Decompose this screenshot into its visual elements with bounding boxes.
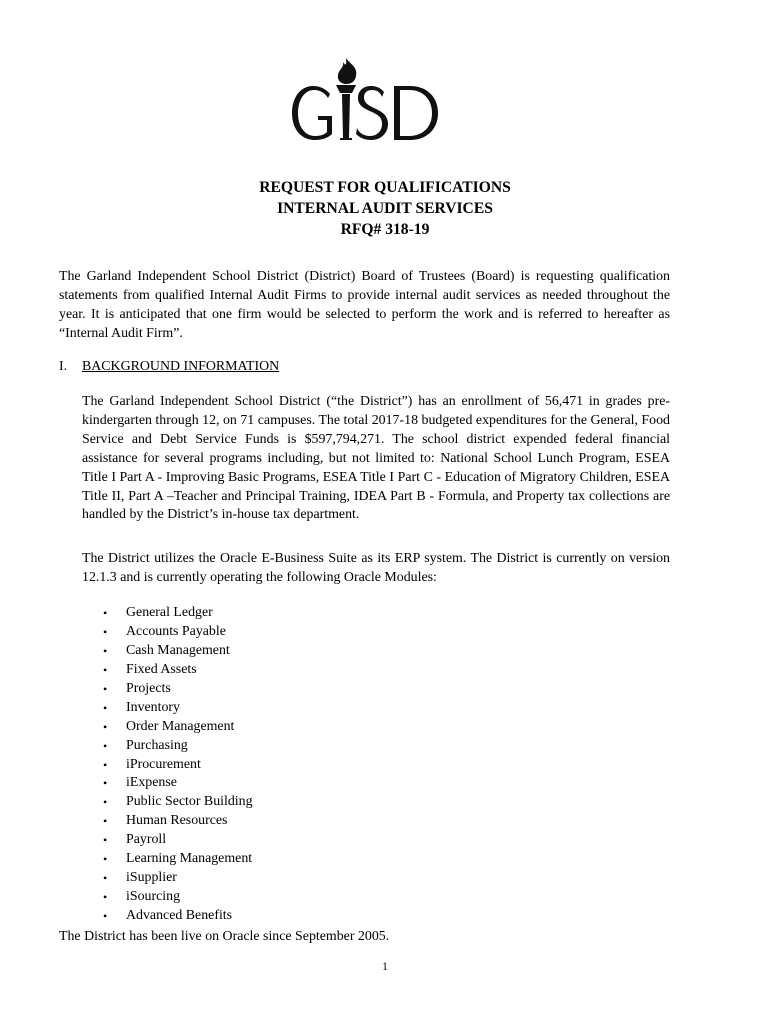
- module-label: Accounts Payable: [126, 623, 226, 639]
- module-label: Fixed Assets: [126, 661, 197, 677]
- bullet-icon: •: [103, 643, 108, 658]
- module-label: Public Sector Building: [126, 794, 253, 810]
- gisd-logo: [288, 58, 440, 148]
- bullet-icon: •: [103, 909, 108, 923]
- bullet-icon: •: [103, 871, 108, 886]
- module-label: Purchasing: [126, 737, 188, 753]
- module-label: Learning Management: [126, 851, 253, 867]
- bullet-icon: •: [103, 757, 108, 772]
- background-paragraph-1: The Garland Independent School District (“the District”) has an enrollment of 56,471 in grades pre-kindergarten through 12, on 71 campuses. The total 2017-18 budgeted expenditures for the General, Food Service and Debt Service Funds is $597,794,271. The school district expended federal financial assistance for several programs including, but not limited to: National School Lunch Program, ESEA Title I Part A - Improving Basic Programs, ESEA Title I Part C - Education of Migratory Children, ESEA Title II, Part A –Teacher and Principal Training, IDEA Part B - Formula, and Property tax collections are handled by the District’s in-house tax department.: [82, 394, 670, 523]
- module-label: Inventory: [126, 699, 181, 715]
- bullet-icon: •: [103, 795, 108, 810]
- bullet-icon: •: [103, 662, 108, 677]
- background-paragraph-2: The District utilizes the Oracle E-Business Suite as its ERP system. The District is currently on version 12.1.3 and is currently operating the following Oracle Modules:: [82, 551, 670, 585]
- bullet-icon: •: [103, 833, 108, 848]
- module-label: iSourcing: [126, 889, 181, 905]
- bullet-icon: •: [103, 738, 108, 753]
- document-title: [0, 177, 770, 240]
- module-label: Payroll: [126, 832, 167, 848]
- module-label: Order Management: [126, 718, 235, 734]
- torch-icon: [288, 58, 440, 148]
- module-label: Human Resources: [126, 813, 228, 829]
- module-label: General Ledger: [126, 605, 213, 620]
- module-label: iSupplier: [126, 870, 177, 886]
- closing-sentence: The District has been live on Oracle since September 2005.: [59, 929, 390, 944]
- title-line-2: INTERNAL AUDIT SERVICES: [277, 200, 493, 217]
- module-label: Cash Management: [126, 642, 230, 658]
- module-label: Projects: [126, 680, 171, 696]
- bullet-icon: •: [103, 890, 108, 905]
- intro-paragraph: The Garland Independent School District (District) Board of Trustees (Board) is requesting qualification statements from qualified Internal Audit Firms to provide internal audit services as needed throughout the year. It is anticipated that one firm would be selected to perform the work and is referred to hereafter as “Internal Audit Firm”.: [59, 269, 670, 341]
- section-title: BACKGROUND INFORMATION: [82, 359, 280, 374]
- page-number: 1: [382, 961, 388, 973]
- title-line-3: RFQ# 318-19: [340, 221, 430, 238]
- section-heading: [59, 358, 279, 377]
- bullet-icon: •: [103, 606, 108, 620]
- module-label: iExpense: [126, 775, 177, 791]
- bullet-icon: •: [103, 852, 108, 867]
- bullet-icon: •: [103, 681, 108, 696]
- bullet-icon: •: [103, 719, 108, 734]
- bullet-icon: •: [103, 700, 108, 715]
- bullet-icon: •: [103, 814, 108, 829]
- module-label: iProcurement: [126, 756, 201, 772]
- title-line-1: REQUEST FOR QUALIFICATIONS: [259, 179, 511, 196]
- bullet-icon: •: [103, 624, 108, 639]
- module-label: Advanced Benefits: [126, 908, 233, 923]
- section-number: I.: [59, 359, 68, 374]
- bullet-icon: •: [103, 776, 108, 791]
